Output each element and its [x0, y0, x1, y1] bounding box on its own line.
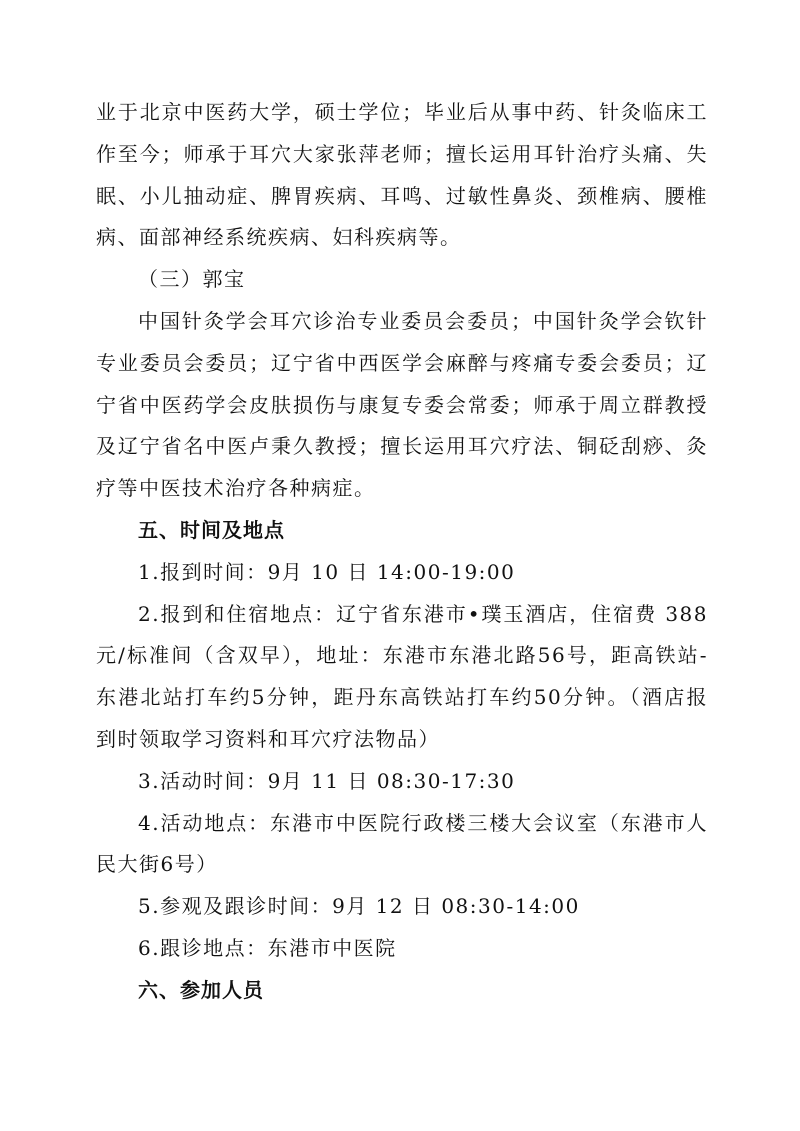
section-heading-participants: 六、参加人员 [138, 977, 264, 1002]
document-page [96, 92, 708, 1012]
section-heading-time-and-place: 五、时间及地点 [138, 517, 285, 542]
item-activity-time: 3.活动时间：9月 11 日 08:30-17:30 [138, 768, 516, 793]
item-visit-time: 5.参观及跟诊时间：9月 12 日 08:30-14:00 [138, 894, 580, 919]
bio-paragraph-guo-bao: 中国针灸学会耳穴诊治专业委员会委员；中国针灸学会钦针专业委员会委员；辽宁省中西医学会麻醉与疼痛专委会委员；辽宁省中医药学会皮肤损伤与康复专委会常委；师承于周立群教授及辽宁省名中医卢秉久教授；擅长运用耳穴疗法、铜砭刮痧、灸疗等中医技术治疗各种病症。 [96, 308, 708, 501]
bio-continuation-paragraph: 业于北京中医药大学，硕士学位；毕业后从事中药、针灸临床工作至今；师承于耳穴大家张萍老师；擅长运用耳针治疗头痛、失眠、小儿抽动症、脾胃疾病、耳鸣、过敏性鼻炎、颈椎病、腰椎病、面部神经系统疾病、妇科疾病等。 [96, 100, 708, 250]
subsection-title-guo-bao: （三）郭宝 [138, 267, 246, 292]
item-visit-location: 6.跟诊地点：东港市中医院 [138, 935, 397, 960]
item-registration-time: 1.报到时间：9月 10 日 14:00-19:00 [138, 559, 516, 584]
item-activity-location: 4.活动地点：东港市中医院行政楼三楼大会议室（东港市人民大街6号） [96, 810, 708, 877]
item-registration-hotel: 2.报到和住宿地点：辽宁省东港市•璞玉酒店，住宿费 388元/标准间（含双早），地址：东港市东港北路56号，距高铁站-东港北站打车约5分钟，距丹东高铁站打车约50分钟。（酒店报到时领取学习资料和耳穴疗法物品） [96, 601, 708, 751]
